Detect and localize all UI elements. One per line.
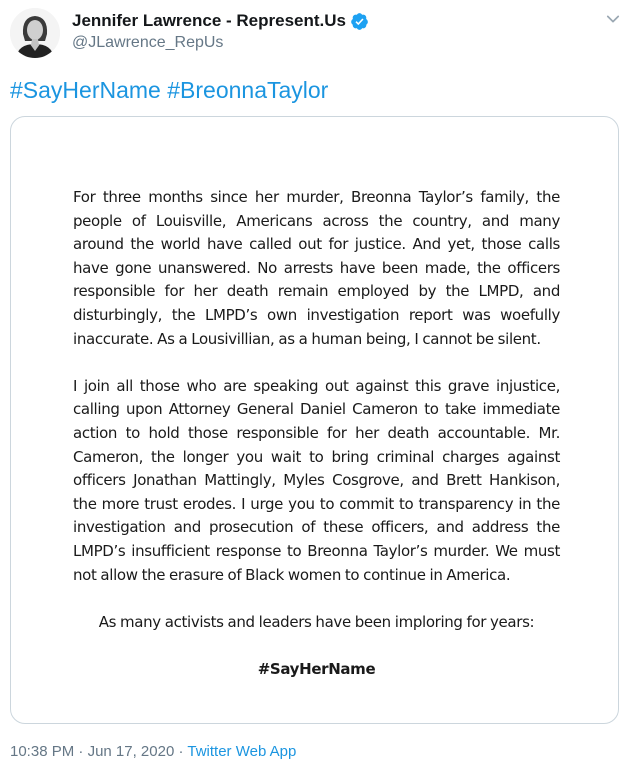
meta-separator: · [74, 743, 88, 760]
statement-paragraph-1: For three months since her murder, Breonna Taylor’s family, the people of Louisville, Americans across the country, and many around the world have called out for justice. And yet, those calls have gone unanswered. No arrests have been made, the officers responsible for her death remain employed by the LMPD, and disturbingly, the LMPD’s own investigation report was woefully inaccurate. As a Lousivillian, as a human being, I cannot be silent. [73, 188, 560, 348]
hashtag-breonnataylor-link[interactable]: #BreonnaTaylor [167, 77, 329, 103]
display-name-text[interactable]: Jennifer Lawrence - Represent.Us [72, 11, 346, 30]
profile-photo-icon [10, 8, 60, 58]
attached-image[interactable] [10, 116, 619, 724]
tweet-date[interactable]: Jun 17, 2020 [87, 743, 175, 760]
chevron-down-icon[interactable] [604, 10, 622, 28]
tweet-time[interactable]: 10:38 PM [10, 743, 75, 760]
statement-closing-line: As many activists and leaders have been imploring for years: [98, 612, 535, 631]
verified-badge-icon [350, 12, 369, 31]
tweet-source-link[interactable]: Twitter Web App [187, 743, 297, 760]
tweet-metadata [10, 741, 296, 763]
statement-text [73, 186, 560, 705]
author-display-name[interactable] [72, 10, 369, 32]
author-handle[interactable]: @JLawrence_RepUs [72, 34, 224, 51]
tweet-text [10, 76, 328, 104]
tweet-header [10, 8, 624, 60]
author-names [72, 10, 369, 54]
statement-closing-hashtag: #SayHerName [257, 659, 376, 678]
meta-separator: · [174, 743, 188, 760]
statement-paragraph-2: I join all those who are speaking out against this grave injustice, calling upon Attorney General Daniel Cameron to take immediate action to hold those responsible for her death accountable. Mr. Cameron, the longer you wait to bring criminal charges against officers Jonathan Mattingly, Myles Cosgrove, and Brett Hankison, the more trust erodes. I urge you to commit to transparency in the investigation and prosecution of these officers, and address the LMPD’s insufficient response to Breonna Taylor’s murder. We must not allow the erasure of Black women to continue in America. [73, 376, 560, 584]
hashtag-sayhername-link[interactable]: #SayHerName [10, 77, 161, 103]
avatar[interactable] [10, 8, 60, 58]
